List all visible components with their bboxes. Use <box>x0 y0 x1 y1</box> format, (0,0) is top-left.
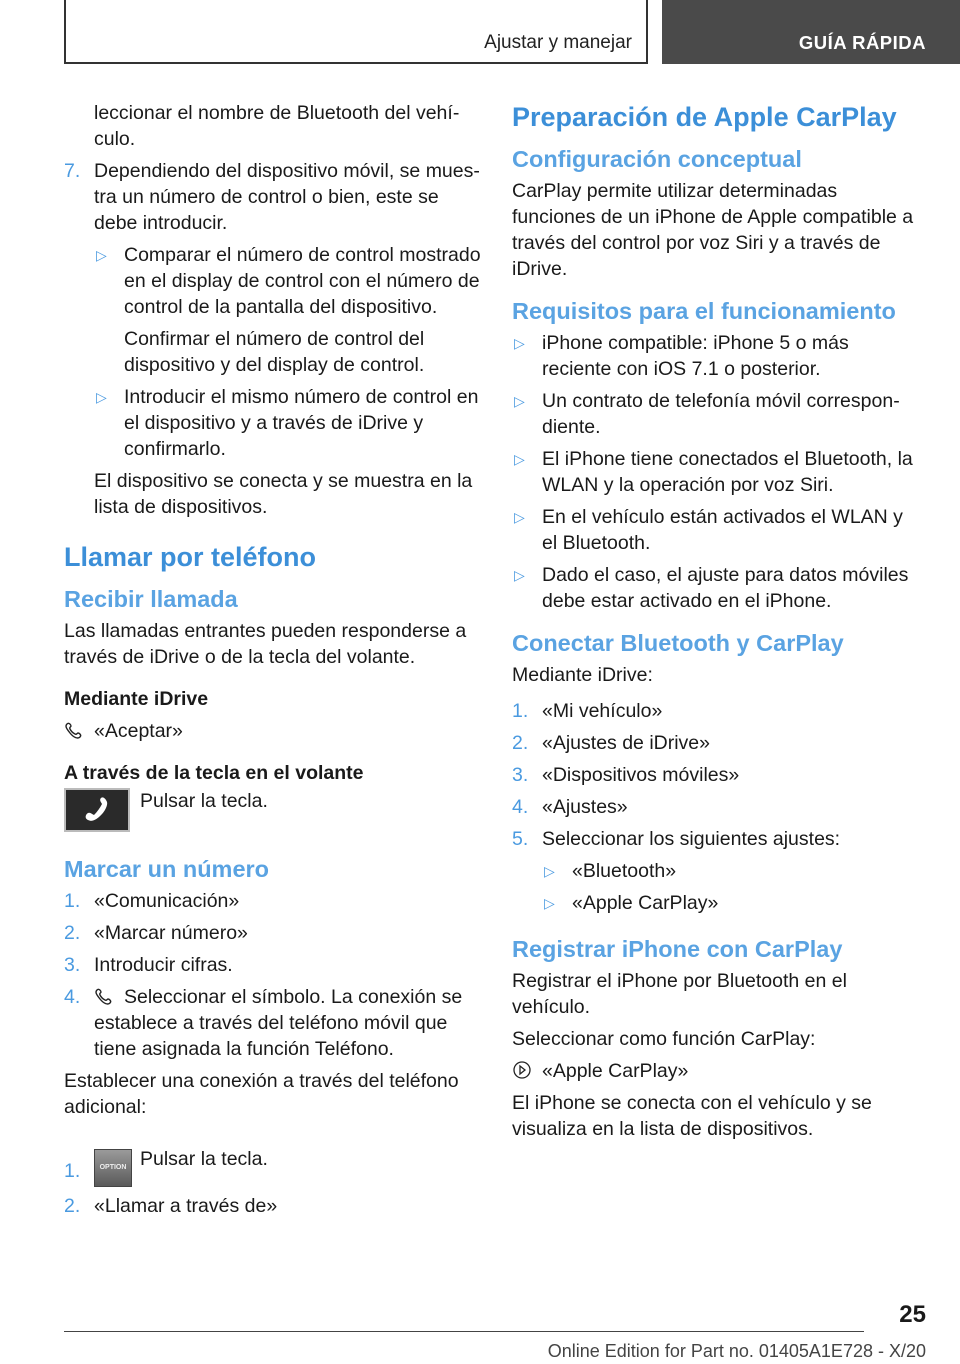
requirement-text: El iPhone tiene conectados el Bluetooth, la WLAN y la operación por voz Siri. <box>542 448 913 496</box>
dial-step <box>64 984 482 1062</box>
header-section-title: Ajustar y manejar <box>484 32 632 53</box>
footer-edition: Online Edition for Part no. 01405A1E728 - X/20 <box>547 1341 926 1361</box>
continued-text: leccionar el nombre de Bluetooth del vehículo. <box>94 102 460 150</box>
heading-wheel: A través de la tecla en el volante <box>64 762 364 784</box>
step-number: 2. <box>64 922 81 944</box>
page-number: 25 <box>899 1301 926 1328</box>
additional-step <box>64 1193 482 1219</box>
step-number: 7. <box>64 160 81 182</box>
left-column <box>64 100 482 1225</box>
step-text: «Llamar a través de» <box>94 1195 278 1217</box>
requirement-text: Dado el caso, el ajuste para datos móviles debe estar activado en el iPhone. <box>542 564 909 612</box>
requirement-item <box>512 446 922 498</box>
accept-label: «Aceptar» <box>94 720 183 742</box>
additional-step <box>64 1146 482 1187</box>
option-key-icon: OPTION <box>94 1149 132 1187</box>
step-text: «Dispositivos móviles» <box>542 764 740 786</box>
triangle-right-icon: ▷ <box>544 895 555 911</box>
wheel-line <box>64 788 482 832</box>
concept-text: CarPlay permite utilizar determinadas funciones de un iPhone de Apple compatible a través del control por voz Siri y a través de iDrive. <box>512 180 914 280</box>
heading-concept: Configuración conceptual <box>512 146 802 172</box>
step-number: 5. <box>512 828 529 850</box>
step-number: 2. <box>512 732 529 754</box>
step-number: 3. <box>64 954 81 976</box>
requirement-item <box>512 388 922 440</box>
heading-register: Registrar iPhone con CarPlay <box>512 936 843 962</box>
triangle-right-icon: ▷ <box>514 335 525 351</box>
step-text: «Ajustes de iDrive» <box>542 732 710 754</box>
requirement-text: En el vehículo están activados el WLAN y el Bluetooth. <box>542 506 903 554</box>
dial-step <box>64 888 482 914</box>
press-key-text: Pulsar la tecla. <box>140 790 268 812</box>
requirement-item <box>512 330 922 382</box>
register-text: Registrar el iPhone por Bluetooth en el vehículo. <box>512 970 847 1018</box>
carplay-label: «Apple CarPlay» <box>542 1060 689 1082</box>
step-number: 1. <box>64 1160 81 1182</box>
heading-idrive: Mediante iDrive <box>64 688 209 710</box>
step-text: «Ajustes» <box>542 796 628 818</box>
accept-line <box>64 718 482 744</box>
requirement-item <box>512 562 922 614</box>
requirement-text: Un contrato de telefonía móvil correspondiente. <box>542 390 900 438</box>
select-text: Seleccionar como función CarPlay: <box>512 1028 816 1050</box>
triangle-right-icon: ▷ <box>514 509 525 525</box>
play-circle-icon <box>512 1060 532 1080</box>
triangle-right-icon: ▷ <box>96 389 107 405</box>
additional-text: Establecer una conexión a través del teléfono adicional: <box>64 1070 459 1118</box>
triangle-right-icon: ▷ <box>96 247 107 263</box>
phone-icon <box>64 720 84 740</box>
connect-step <box>512 794 922 820</box>
connect-text: El dispositivo se conecta y se muestra en la lista de dispositivos. <box>94 470 473 518</box>
right-column <box>512 100 922 1148</box>
sub-text: «Apple CarPlay» <box>572 892 719 914</box>
heading-requirements: Requisitos para el funcionamiento <box>512 298 896 324</box>
heading-carplay: Preparación de Apple CarPlay <box>512 102 897 132</box>
receive-text: Las llamadas entrantes pueden responderse a través de iDrive o de la tecla del volante. <box>64 620 467 668</box>
triangle-right-icon: ▷ <box>514 451 525 467</box>
header-section-box <box>64 0 648 64</box>
step-number: 1. <box>512 700 529 722</box>
step-number: 3. <box>512 764 529 786</box>
dial-step <box>64 920 482 946</box>
bullet-text: Introducir el mismo número de control en el dispositivo y a través de iDrive y confirmarlo. <box>124 386 479 460</box>
connect-sub-item <box>542 890 922 916</box>
phone-key-icon <box>64 788 130 832</box>
connect-sub-item <box>542 858 922 884</box>
step-text: Seleccionar el símbolo. La conexión se establece a través del teléfono móvil que tiene asignada la función Teléfono. <box>94 986 463 1060</box>
footer-divider <box>64 1331 864 1332</box>
heading-receive: Recibir llamada <box>64 586 238 612</box>
step-text: Dependiendo del dispositivo móvil, se muestra un número de control o bien, este se debe introducir. <box>94 160 480 234</box>
requirement-text: iPhone compatible: iPhone 5 o más reciente con iOS 7.1 o posterior. <box>542 332 849 380</box>
header-tab-label: GUÍA RÁPIDA <box>798 32 926 53</box>
heading-call: Llamar por teléfono <box>64 542 317 572</box>
step-number: 4. <box>64 986 81 1008</box>
sub-text: «Bluetooth» <box>572 860 677 882</box>
page-header <box>0 0 960 66</box>
step-text: Introducir cifras. <box>94 954 233 976</box>
bullet-compare <box>94 242 482 320</box>
triangle-right-icon: ▷ <box>514 567 525 583</box>
step-number: 1. <box>64 890 81 912</box>
connect-step <box>512 730 922 756</box>
connect-step <box>512 698 922 724</box>
step-number: 2. <box>64 1195 81 1217</box>
step-text: Pulsar la tecla. <box>140 1148 268 1170</box>
bullet-text: Comparar el número de control mostrado en el display de control con el número de control de la pantalla del dispositivo. <box>124 244 481 318</box>
via-idrive-text: Mediante iDrive: <box>512 664 653 686</box>
bullet-enter <box>94 384 482 462</box>
dial-step <box>64 952 482 978</box>
heading-connect: Conectar Bluetooth y CarPlay <box>512 630 844 656</box>
step-text: «Comunicación» <box>94 890 240 912</box>
step-text: Seleccionar los siguientes ajustes: <box>542 828 841 850</box>
triangle-right-icon: ▷ <box>544 863 555 879</box>
connect-step <box>512 826 922 852</box>
triangle-right-icon: ▷ <box>514 393 525 409</box>
step-text: «Mi vehículo» <box>542 700 663 722</box>
final-text: El iPhone se conecta con el vehículo y se visualiza en la lista de dispositivos. <box>512 1092 872 1140</box>
requirement-item <box>512 504 922 556</box>
phone-icon <box>94 986 114 1006</box>
header-tab <box>662 0 960 64</box>
step-text: «Marcar número» <box>94 922 248 944</box>
connect-step <box>512 762 922 788</box>
step-number: 4. <box>512 796 529 818</box>
bullet-extra: Confirmar el número de control del dispositivo y del display de control. <box>124 328 425 376</box>
heading-dial: Marcar un número <box>64 856 270 882</box>
step-7 <box>64 158 482 236</box>
carplay-line <box>512 1058 922 1084</box>
